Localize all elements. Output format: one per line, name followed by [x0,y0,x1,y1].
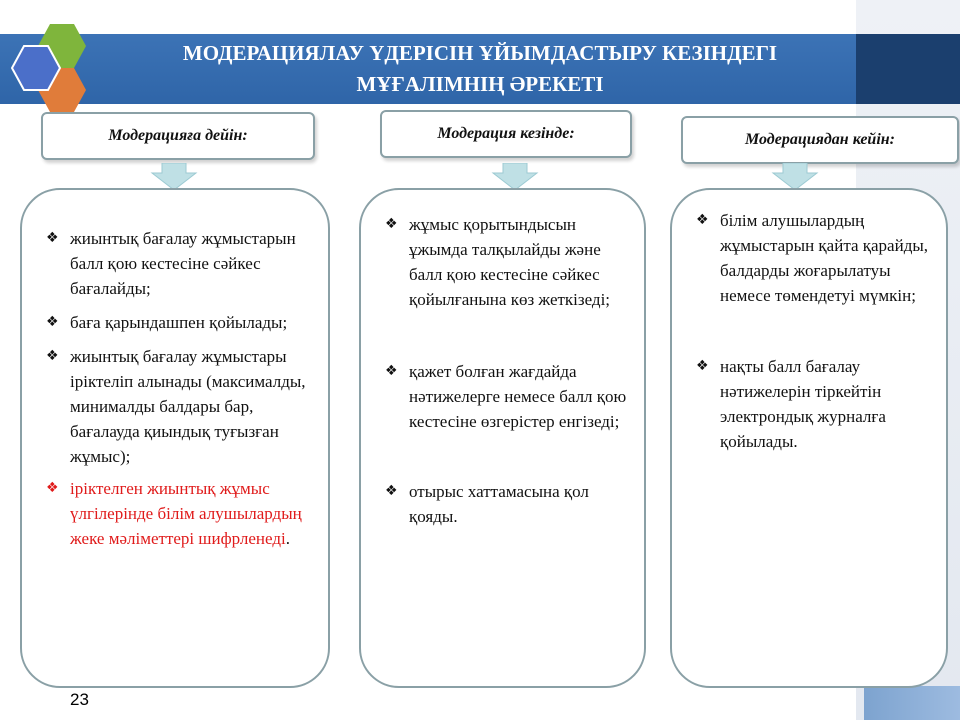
diamond-bullet-icon: ❖ [46,314,59,330]
diamond-bullet-icon: ❖ [385,216,398,232]
card-after [670,188,948,688]
column-header-label: Модерация кезінде: [437,125,575,142]
card-before-list [44,226,308,551]
list-item: ❖ отырыс хаттамасына қол қояды. [383,479,628,529]
down-arrow-icon [150,163,198,191]
list-item: ❖ жиынтық бағалау жұмыстарын балл қою кестесіне сәйкес бағалайды; [44,226,308,301]
diamond-bullet-icon: ❖ [46,480,59,496]
list-item-highlighted: ❖ іріктелген жиынтық жұмыс үлгілерінде білім алушылардың жеке мәліметтері шифрленеді. [44,476,308,551]
diamond-bullet-icon: ❖ [46,348,59,364]
diamond-bullet-icon: ❖ [385,363,398,379]
card-during-list [383,212,628,529]
down-arrow-icon [771,163,819,191]
column-header-before [41,112,315,160]
card-before [20,188,330,688]
list-item: ❖ жұмыс қорытындысын ұжымда талқылайды және балл қою кестесіне сәйкес қойылғанына көз жеткізеді; [383,212,628,312]
list-item: ❖ нақты балл бағалау нәтижелерін тіркейтін электрондық журналға қойылады. [694,354,930,454]
page-number: 23 [70,690,89,709]
column-header-label: Модерациядан кейін: [745,131,895,148]
slide-title: МОДЕРАЦИЯЛАУ ҮДЕРІСІН ҰЙЫМДАСТЫРУ КЕЗІНДЕГІ МҰҒАЛІМНІҢ ӘРЕКЕТІ [182,41,778,96]
list-item: ❖ білім алушылардың жұмыстарын қайта қарайды, балдарды жоғарылатуы немесе төмендетуі мүмкін; [694,208,930,308]
card-after-list [694,208,930,454]
diamond-bullet-icon: ❖ [46,230,59,246]
list-item: ❖ қажет болған жағдайда нәтижелерге немесе балл қою кестесіне өзгерістер енгізеді; [383,359,628,434]
diamond-bullet-icon: ❖ [385,483,398,499]
column-header-during [380,110,632,158]
column-header-after [681,116,959,164]
card-during [359,188,646,688]
list-item: ❖ жиынтық бағалау жұмыстары іріктеліп алынады (максималды, минималды балдары бар, бағалауда қиындық туғызған жұмыс); [44,344,308,469]
diamond-bullet-icon: ❖ [696,212,709,228]
hexagon-cluster-icon [10,20,110,112]
decorative-corner-bar [864,686,960,720]
title-band-dark-end [856,34,960,104]
column-header-label: Модерацияға дейін: [108,127,248,144]
list-item: ❖ баға қарындашпен қойылады; [44,310,308,335]
down-arrow-icon [491,163,539,191]
diamond-bullet-icon: ❖ [696,358,709,374]
